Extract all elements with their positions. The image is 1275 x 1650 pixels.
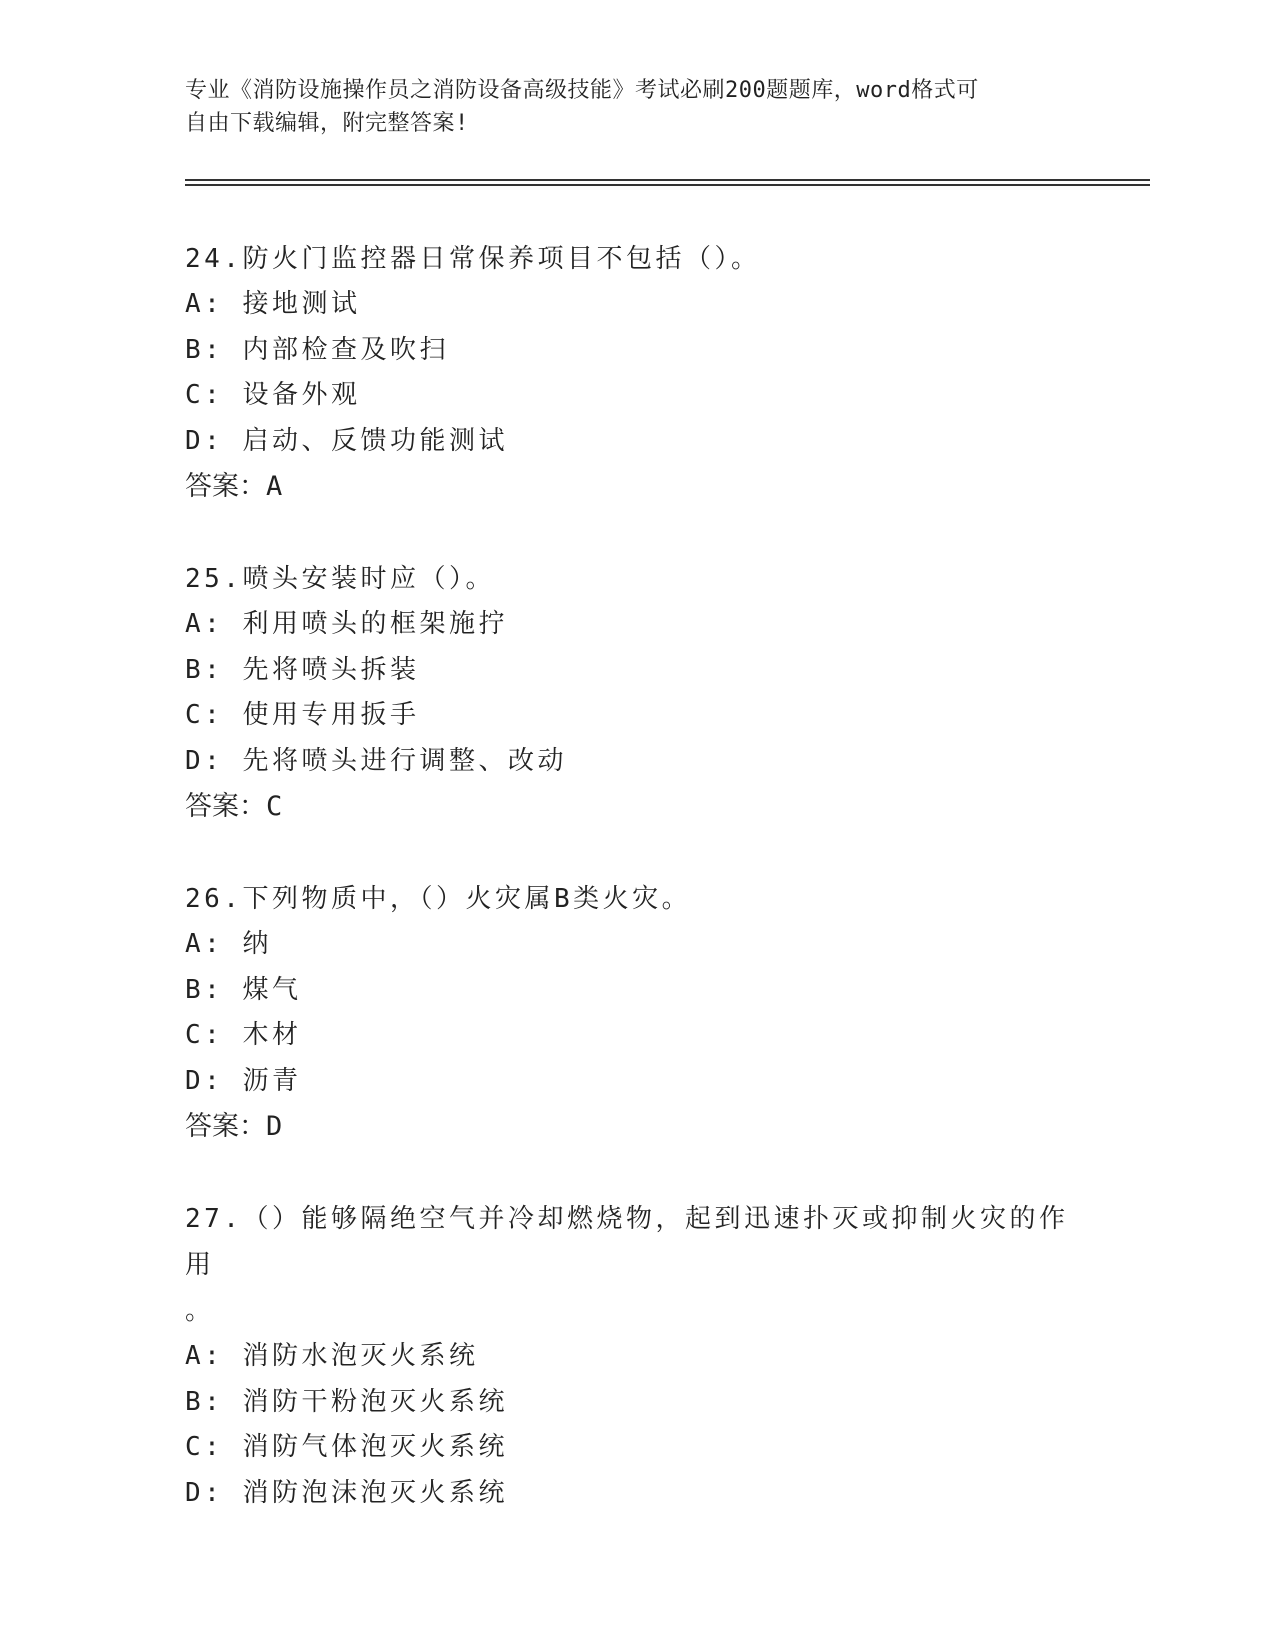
header-line-2: 自由下载编辑，附完整答案! (185, 111, 469, 136)
option-b: B: 内部检查及吹扫 (185, 334, 449, 365)
option-d: D: 启动、反馈功能测试 (185, 425, 508, 456)
question-stem: 25.喷头安装时应（）。 (185, 564, 495, 594)
answer-label: 答案： (185, 791, 266, 822)
question-list (185, 236, 1085, 1563)
option-d: D: 先将喷头进行调整、改动 (185, 745, 567, 776)
option-b: B: 煤气 (185, 974, 302, 1005)
question-24 (185, 236, 1085, 509)
option-c: C: 使用专用扳手 (185, 700, 420, 730)
answer (185, 784, 1085, 829)
option-c: C: 木材 (185, 1020, 302, 1050)
question-stem: 26.下列物质中，（）火灾属B类火灾。 (185, 884, 692, 914)
header-divider-bottom (185, 184, 1150, 186)
question-stem-line-1: 27.（）能够隔绝空气并冷却燃烧物，起到迅速扑灭或抑制火灾的作用 (185, 1204, 1069, 1280)
header-line-1: 专业《消防设施操作员之消防设备高级技能》考试必刷200题题库，word格式可 (185, 78, 979, 103)
document-header (185, 74, 1065, 140)
question-27 (185, 1196, 1085, 1516)
answer-label: 答案： (185, 1111, 266, 1142)
answer (185, 1104, 1085, 1149)
option-b: B: 先将喷头拆装 (185, 654, 420, 685)
answer-value: D (266, 1111, 283, 1142)
answer-value: C (266, 791, 283, 822)
answer-value: A (266, 471, 283, 502)
option-d: D: 消防泡沫泡灭火系统 (185, 1477, 508, 1508)
option-a: A: 纳 (185, 929, 272, 959)
option-a: A: 接地测试 (185, 289, 361, 319)
question-25 (185, 556, 1085, 829)
option-c: C: 设备外观 (185, 380, 361, 410)
option-c: C: 消防气体泡灭火系统 (185, 1432, 508, 1462)
answer-label: 答案： (185, 471, 266, 502)
question-26 (185, 876, 1085, 1149)
question-stem-line-2: 。 (185, 1296, 215, 1326)
answer (185, 464, 1085, 509)
header-divider-top (185, 179, 1150, 181)
option-b: B: 消防干粉泡灭火系统 (185, 1386, 508, 1417)
option-d: D: 沥青 (185, 1065, 302, 1096)
option-a: A: 利用喷头的框架施拧 (185, 609, 508, 639)
question-stem: 24.防火门监控器日常保养项目不包括（）。 (185, 244, 761, 274)
option-a: A: 消防水泡灭火系统 (185, 1341, 479, 1371)
